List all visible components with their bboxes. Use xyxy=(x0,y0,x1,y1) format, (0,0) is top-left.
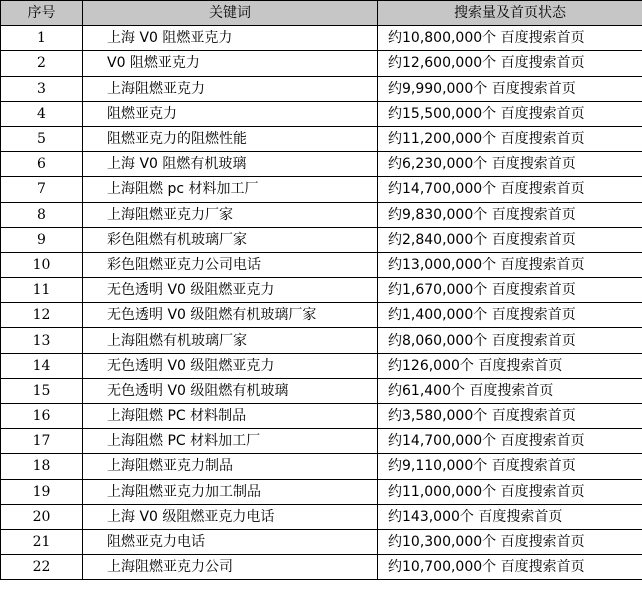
keyword-cell: 彩色阻燃有机玻璃厂家 xyxy=(83,227,378,252)
serial-number-cell: 21 xyxy=(1,529,83,554)
keyword-cell: 彩色阻燃亚克力公司电话 xyxy=(83,252,378,277)
search-volume-cell: 约13,000,000个 百度搜索首页 xyxy=(378,252,642,277)
search-volume-cell: 约10,800,000个 百度搜索首页 xyxy=(378,26,642,51)
serial-number-cell: 1 xyxy=(1,26,83,51)
search-volume-cell: 约14,700,000个 百度搜索首页 xyxy=(378,429,642,454)
keyword-cell: 阻燃亚克力的阻燃性能 xyxy=(83,126,378,151)
search-volume-cell: 约3,580,000个 百度搜索首页 xyxy=(378,404,642,429)
table-row xyxy=(1,51,642,76)
keyword-cell: 上海阻燃亚克力 xyxy=(83,76,378,101)
search-volume-cell: 约11,000,000个 百度搜索首页 xyxy=(378,479,642,504)
keyword-cell: 阻燃亚克力 xyxy=(83,101,378,126)
serial-number-cell: 5 xyxy=(1,126,83,151)
keyword-cell: 上海阻燃亚克力厂家 xyxy=(83,202,378,227)
table-row xyxy=(1,303,642,328)
table-row xyxy=(1,353,642,378)
column-header-serial-number: 序号 xyxy=(1,1,83,26)
table-row xyxy=(1,126,642,151)
table-body xyxy=(1,26,642,580)
search-volume-cell: 约9,110,000个 百度搜索首页 xyxy=(378,454,642,479)
keyword-cell: 无色透明 V0 级阻燃有机玻璃 xyxy=(83,378,378,403)
serial-number-cell: 16 xyxy=(1,404,83,429)
search-volume-cell: 约143,000个 百度搜索首页 xyxy=(378,504,642,529)
keyword-cell: 上海阻燃 pc 材料加工厂 xyxy=(83,177,378,202)
table-row xyxy=(1,26,642,51)
serial-number-cell: 18 xyxy=(1,454,83,479)
search-volume-cell: 约9,990,000个 百度搜索首页 xyxy=(378,76,642,101)
serial-number-cell: 14 xyxy=(1,353,83,378)
serial-number-cell: 3 xyxy=(1,76,83,101)
keyword-cell: 上海 V0 阻燃亚克力 xyxy=(83,26,378,51)
keyword-cell: 上海阻燃 PC 材料制品 xyxy=(83,404,378,429)
search-volume-cell: 约9,830,000个 百度搜索首页 xyxy=(378,202,642,227)
keyword-cell: V0 阻燃亚克力 xyxy=(83,51,378,76)
serial-number-cell: 8 xyxy=(1,202,83,227)
table-row xyxy=(1,152,642,177)
search-volume-cell: 约1,400,000个 百度搜索首页 xyxy=(378,303,642,328)
table-row xyxy=(1,76,642,101)
keyword-cell: 上海阻燃亚克力加工制品 xyxy=(83,479,378,504)
keyword-cell: 上海 V0 阻燃有机玻璃 xyxy=(83,152,378,177)
search-volume-cell: 约11,200,000个 百度搜索首页 xyxy=(378,126,642,151)
table-row xyxy=(1,529,642,554)
column-header-keyword: 关键词 xyxy=(83,1,378,26)
table-row xyxy=(1,429,642,454)
table-row xyxy=(1,278,642,303)
search-volume-cell: 约126,000个 百度搜索首页 xyxy=(378,353,642,378)
serial-number-cell: 6 xyxy=(1,152,83,177)
serial-number-cell: 15 xyxy=(1,378,83,403)
serial-number-cell: 12 xyxy=(1,303,83,328)
keyword-cell: 无色透明 V0 级阻燃亚克力 xyxy=(83,278,378,303)
table-row xyxy=(1,328,642,353)
table-row xyxy=(1,504,642,529)
keyword-cell: 上海阻燃 PC 材料加工厂 xyxy=(83,429,378,454)
search-volume-cell: 约6,230,000个 百度搜索首页 xyxy=(378,152,642,177)
serial-number-cell: 11 xyxy=(1,278,83,303)
table-row xyxy=(1,227,642,252)
table-row xyxy=(1,101,642,126)
search-volume-cell: 约2,840,000个 百度搜索首页 xyxy=(378,227,642,252)
serial-number-cell: 17 xyxy=(1,429,83,454)
keyword-cell: 上海阻燃有机玻璃厂家 xyxy=(83,328,378,353)
table-row xyxy=(1,202,642,227)
keyword-cell: 上海 V0 级阻燃亚克力电话 xyxy=(83,504,378,529)
table-row xyxy=(1,555,642,580)
search-volume-cell: 约15,500,000个 百度搜索首页 xyxy=(378,101,642,126)
keyword-cell: 阻燃亚克力电话 xyxy=(83,529,378,554)
table-header xyxy=(1,1,642,26)
table-row xyxy=(1,454,642,479)
serial-number-cell: 10 xyxy=(1,252,83,277)
search-volume-cell: 约8,060,000个 百度搜索首页 xyxy=(378,328,642,353)
column-header-search-volume: 搜索量及首页状态 xyxy=(378,1,642,26)
search-volume-cell: 约14,700,000个 百度搜索首页 xyxy=(378,177,642,202)
table-row xyxy=(1,252,642,277)
search-volume-cell: 约1,670,000个 百度搜索首页 xyxy=(378,278,642,303)
serial-number-cell: 2 xyxy=(1,51,83,76)
table-row xyxy=(1,177,642,202)
search-volume-cell: 约10,700,000个 百度搜索首页 xyxy=(378,555,642,580)
serial-number-cell: 9 xyxy=(1,227,83,252)
search-volume-cell: 约10,300,000个 百度搜索首页 xyxy=(378,529,642,554)
serial-number-cell: 7 xyxy=(1,177,83,202)
serial-number-cell: 20 xyxy=(1,504,83,529)
keyword-cell: 无色透明 V0 级阻燃有机玻璃厂家 xyxy=(83,303,378,328)
table-row xyxy=(1,479,642,504)
serial-number-cell: 13 xyxy=(1,328,83,353)
search-volume-cell: 约61,400个 百度搜索首页 xyxy=(378,378,642,403)
header-row xyxy=(1,1,642,26)
serial-number-cell: 4 xyxy=(1,101,83,126)
keyword-cell: 无色透明 V0 级阻燃亚克力 xyxy=(83,353,378,378)
serial-number-cell: 22 xyxy=(1,555,83,580)
serial-number-cell: 19 xyxy=(1,479,83,504)
keyword-cell: 上海阻燃亚克力公司 xyxy=(83,555,378,580)
keyword-cell: 上海阻燃亚克力制品 xyxy=(83,454,378,479)
table-row xyxy=(1,378,642,403)
table-row xyxy=(1,404,642,429)
search-volume-cell: 约12,600,000个 百度搜索首页 xyxy=(378,51,642,76)
